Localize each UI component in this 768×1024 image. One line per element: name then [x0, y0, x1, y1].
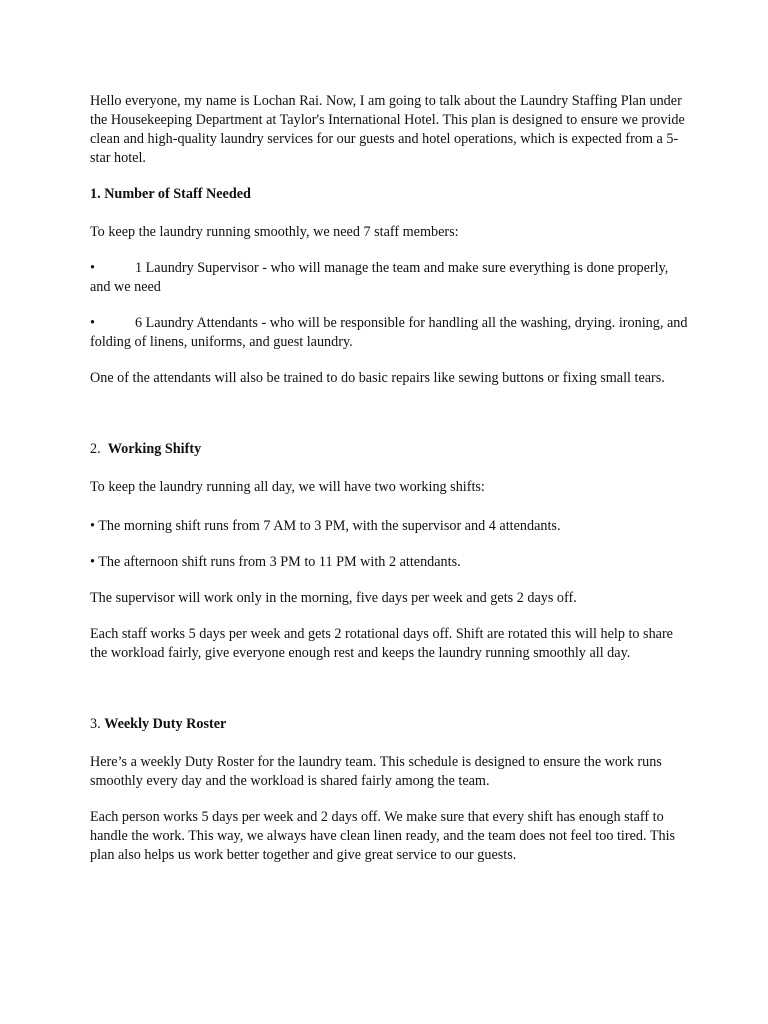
rotation-paragraph: Each staff works 5 days per week and gets 2 rotational days off. Shift are rotated this will help to share the workload fairly, give everyone enough rest and keeps the laundry running smoothly all day. [90, 626, 673, 661]
section-3-heading [90, 715, 690, 734]
bullet-attendants-text: 6 Laundry Attendants - who will be responsible for handling all the washing, drying. ironing, and folding of linens, uniforms, and guest laundry. [90, 315, 688, 350]
bullet-marker: • [90, 315, 95, 331]
roster-paragraph-1: Here’s a weekly Duty Roster for the laundry team. This schedule is designed to ensure the work runs smoothly every day and the workload is shared fairly among the team. [90, 754, 662, 789]
section-2-title: Working Shifty [107, 441, 202, 457]
bullet-attendants [90, 314, 690, 352]
section-2-heading [90, 440, 690, 459]
section-1-lead: To keep the laundry running smoothly, we need 7 staff members: [90, 224, 459, 240]
morning-shift: • The morning shift runs from 7 AM to 3 PM, with the supervisor and 4 attendants. [90, 518, 561, 534]
afternoon-shift: • The afternoon shift runs from 3 PM to 11 PM with 2 attendants. [90, 554, 461, 570]
section-2-lead: To keep the laundry running all day, we will have two working shifts: [90, 479, 485, 495]
bullet-marker: • [90, 260, 95, 276]
bullet-supervisor [90, 259, 690, 297]
section-2-number: 2. [90, 441, 101, 457]
section-1-heading: 1. Number of Staff Needed [90, 186, 251, 202]
section-3-title: Weekly Duty Roster [104, 716, 227, 732]
section-1-note: One of the attendants will also be trained to do basic repairs like sewing buttons or fixing small tears. [90, 370, 665, 386]
supervisor-schedule: The supervisor will work only in the morning, five days per week and gets 2 days off. [90, 590, 577, 606]
intro-paragraph: Hello everyone, my name is Lochan Rai. Now, I am going to talk about the Laundry Staffing Plan under the Housekeeping Department at Taylor's International Hotel. This plan is designed to ensure we provide clean and high-quality laundry services for our guests and hotel operations, which is expected from a 5-star hotel. [90, 93, 685, 166]
document-page [90, 92, 690, 865]
roster-paragraph-2: Each person works 5 days per week and 2 days off. We make sure that every shift has enough staff to handle the work. This way, we always have clean linen ready, and the team does not feel too tired. This plan also helps us work better together and give great service to our guests. [90, 809, 676, 863]
bullet-supervisor-text: 1 Laundry Supervisor - who will manage the team and make sure everything is done properly, and we need [90, 260, 669, 295]
section-3-number: 3. [90, 716, 101, 732]
